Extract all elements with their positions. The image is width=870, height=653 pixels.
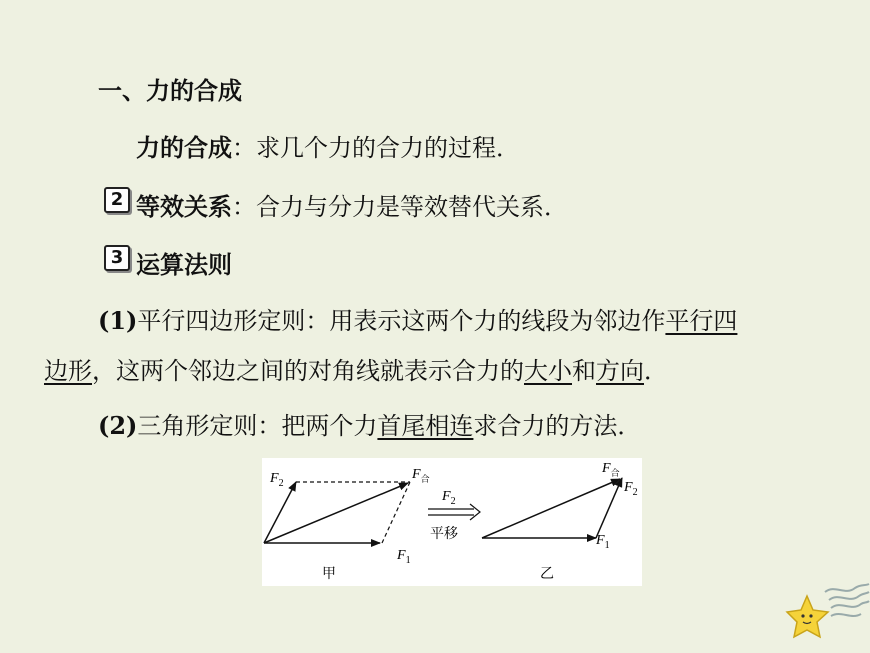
- item-force-composition: [136, 133, 520, 163]
- period: ．: [644, 357, 668, 385]
- item-equivalence: [136, 192, 568, 222]
- middle-caption: 平移: [430, 526, 458, 542]
- definition: 求几个力的合力的过程．: [256, 134, 520, 162]
- star-decoration: [785, 570, 870, 653]
- rule-text: 平行四边形定则：用表示这两个力的线段为邻边作: [137, 307, 666, 335]
- left-f2-arrow: [264, 482, 296, 543]
- right-label-f2: $F_2$: [624, 480, 638, 498]
- rule-parallelogram-line2: [44, 356, 668, 386]
- right-label-f1: $F_1$: [596, 533, 610, 551]
- definition: 合力与分力是等效替代关系．: [256, 193, 568, 221]
- left-label-f1: $F_1$: [397, 548, 411, 566]
- rule-text: 求合力的方法．: [473, 412, 642, 440]
- left-label-fhe: $F_合$: [412, 467, 430, 484]
- section-heading: 一、力的合成: [98, 76, 242, 105]
- left-label-f2: $F_2$: [270, 471, 284, 489]
- underlined-term: 首尾相连: [377, 412, 474, 440]
- rule-text: 三角形定则：把两个力: [137, 412, 378, 440]
- rule-number: (2): [98, 411, 138, 440]
- rule-number: (1): [98, 306, 138, 335]
- rule-text: ，这两个邻边之间的对角线就表示合力的: [92, 357, 524, 385]
- force-diagram-svg: [262, 458, 642, 586]
- underlined-direction: 方向: [596, 357, 644, 385]
- term: 等效关系: [136, 192, 232, 221]
- underlined-term: 平行四: [665, 307, 738, 335]
- force-diagram: [262, 458, 642, 586]
- left-caption: 甲: [322, 566, 336, 582]
- conjunction: 和: [572, 357, 596, 385]
- star-icon: [787, 596, 828, 637]
- star-eye-left: [801, 614, 804, 617]
- middle-label-f2: $F_2$: [442, 489, 456, 507]
- right-caption: 乙: [540, 566, 554, 582]
- item-operation-rules: 运算法则: [136, 250, 232, 279]
- rule-triangle: [98, 411, 641, 441]
- number-badge-3: 3: [104, 245, 130, 271]
- rule-parallelogram-line1: [98, 306, 737, 336]
- colon: ：: [232, 193, 256, 221]
- wavy-trail-icon: [825, 584, 869, 616]
- underlined-term: 边形: [44, 357, 92, 385]
- term: 力的合成: [136, 133, 232, 162]
- underlined-magnitude: 大小: [524, 357, 572, 385]
- middle-arrow-head: [470, 504, 480, 520]
- number-badge-2: 2: [104, 187, 130, 213]
- star-eye-right: [809, 614, 812, 617]
- left-dashed-right: [382, 482, 410, 543]
- colon: ：: [232, 134, 256, 162]
- right-label-fhe: $F_合$: [602, 461, 620, 478]
